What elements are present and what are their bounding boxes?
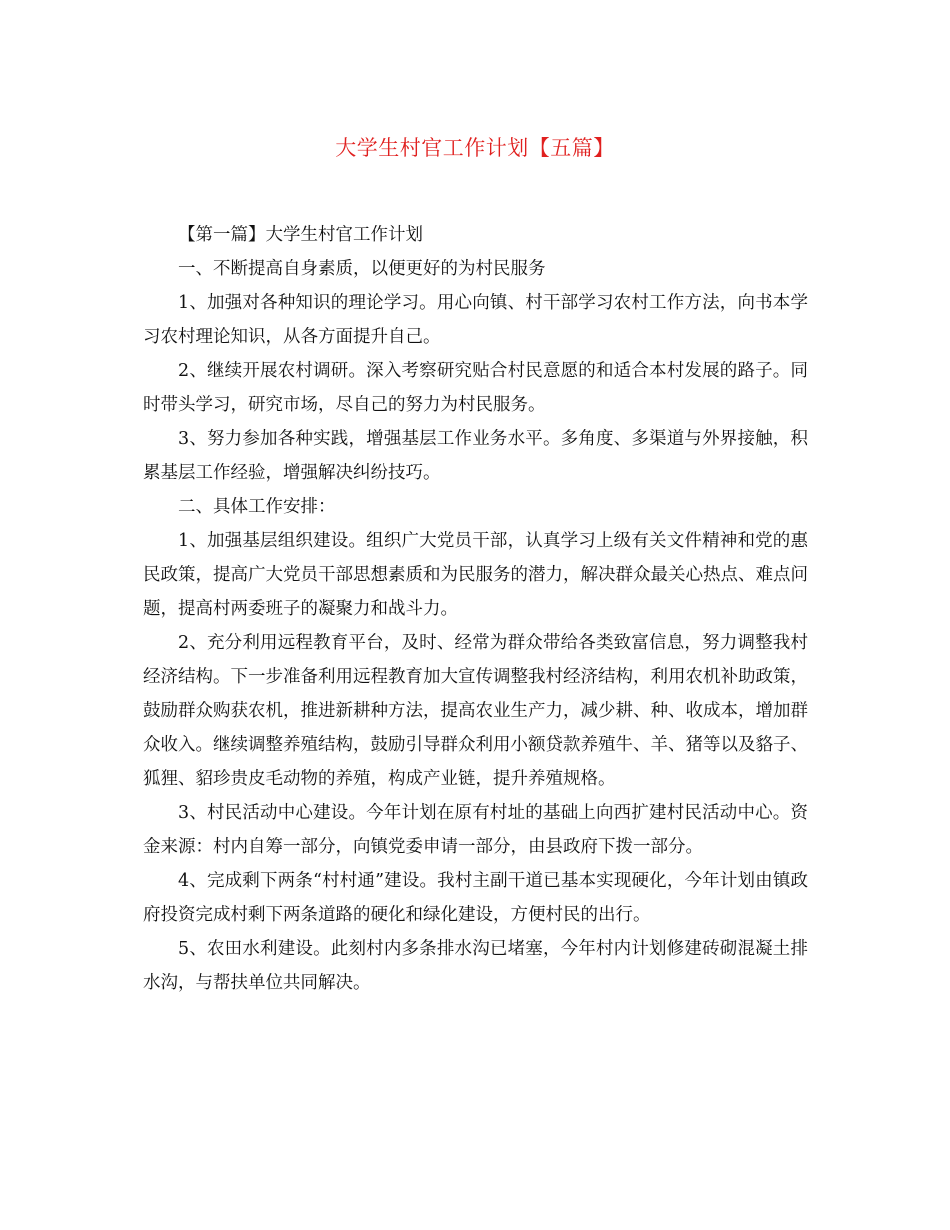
document-title: 大学生村官工作计划【五篇】 xyxy=(335,136,615,160)
paragraph: 4、完成剩下两条“村村通”建设。我村主副干道已基本实现硬化，今年计划由镇政府投资完成村剩下两条道路的硬化和绿化建设，方便村民的出行。 xyxy=(143,871,808,925)
paragraph: 1、加强对各种知识的理论学习。用心向镇、村干部学习农村工作方法，向书本学习农村理论知识，从各方面提升自己。 xyxy=(143,293,808,347)
subsection-heading: 二、具体工作安排： xyxy=(178,497,336,517)
paragraph: 3、村民活动中心建设。今年计划在原有村址的基础上向西扩建村民活动中心。资金来源：村内自筹一部分，向镇党委申请一部分，由县政府下拨一部分。 xyxy=(143,803,808,857)
paragraph: 2、充分利用远程教育平台，及时、经常为群众带给各类致富信息，努力调整我村经济结构。下一步准备利用远程教育加大宣传调整我村经济结构，利用农机补助政策，鼓励群众购获农机，推进新耕种方法，提高农业生产力，减少耕、种、收成本，增加群众收入。继续调整养殖结构，鼓励引导群众利用小额贷款养殖牛、羊、猪等以及貉子、狐狸、貂珍贵皮毛动物的养殖，构成产业链，提升养殖规格。 xyxy=(143,633,808,789)
subsection-heading: 一、不断提高自身素质，以便更好的为村民服务 xyxy=(178,259,546,279)
paragraph: 1、加强基层组织建设。组织广大党员干部，认真学习上级有关文件精神和党的惠民政策，提高广大党员干部思想素质和为民服务的潜力，解决群众最关心热点、难点问题，提高村两委班子的凝聚力和战斗力。 xyxy=(143,531,808,619)
paragraph: 2、继续开展农村调研。深入考察研究贴合村民意愿的和适合本村发展的路子。同时带头学习，研究市场，尽自己的努力为村民服务。 xyxy=(143,361,808,415)
paragraph: 3、努力参加各种实践，增强基层工作业务水平。多角度、多渠道与外界接触，积累基层工作经验，增强解决纠纷技巧。 xyxy=(143,429,808,483)
document-body xyxy=(143,218,808,1000)
paragraph: 5、农田水利建设。此刻村内多条排水沟已堵塞，今年村内计划修建砖砌混凝土排水沟，与帮扶单位共同解决。 xyxy=(143,939,808,993)
section-heading: 【第一篇】大学生村官工作计划 xyxy=(178,225,423,245)
